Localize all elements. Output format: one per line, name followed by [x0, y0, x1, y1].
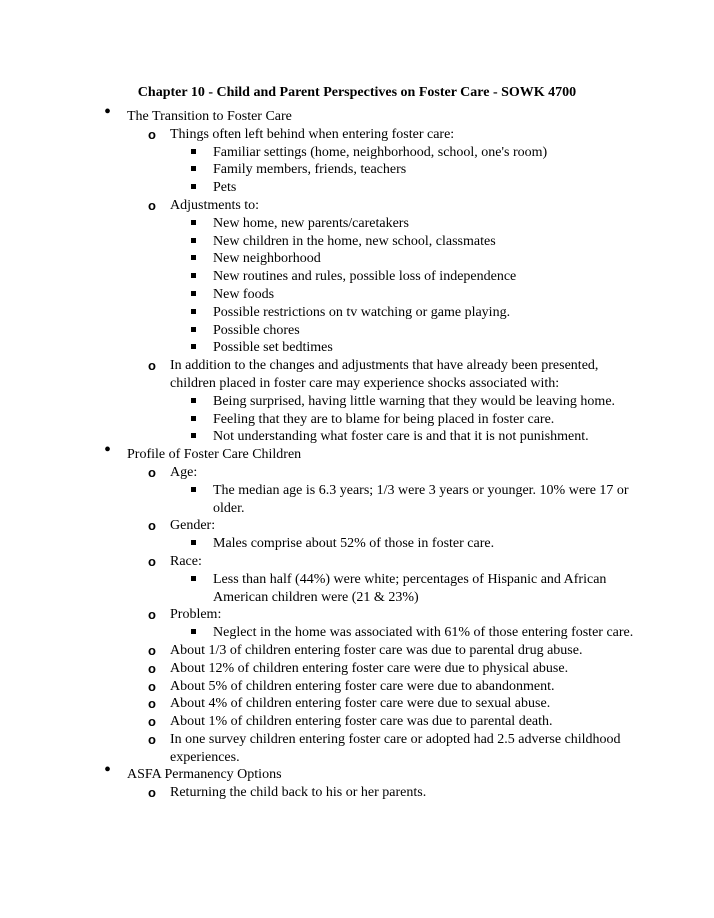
outline-subitem — [0, 393, 714, 411]
outline-item — [0, 126, 714, 197]
bullet-square-icon — [191, 327, 196, 332]
outline-subitem — [0, 411, 714, 429]
item-text: About 5% of children entering foster care were due to abandonment. — [170, 678, 555, 694]
subitem-text: Family members, friends, teachers — [213, 162, 407, 178]
outline-subitem — [0, 268, 714, 286]
subitem-text: Not understanding what foster care is and that it is not punishment. — [213, 429, 589, 445]
outline-item — [0, 517, 714, 553]
outline-subitem — [0, 571, 714, 607]
item-subitems — [0, 215, 714, 357]
outline-subitem — [0, 322, 714, 340]
section-heading: Profile of Foster Care Children — [127, 447, 302, 463]
bullet-circle-icon: o — [148, 464, 156, 480]
subitem-text: Less than half (44%) were white; percentages of Hispanic and African American children were (21 & 23%) — [213, 571, 607, 605]
bullet-square-icon — [191, 291, 196, 296]
subitem-text: Familiar settings (home, neighborhood, school, one's room) — [213, 144, 548, 160]
bullet-square-icon — [191, 220, 196, 225]
subitem-text: Possible chores — [213, 322, 300, 338]
bullet-dot-icon: • — [104, 101, 112, 123]
outline-subitem — [0, 482, 714, 518]
outline-section — [0, 101, 714, 446]
outline-subitem — [0, 215, 714, 233]
outline-item — [0, 713, 714, 731]
item-text: Adjustments to: — [170, 197, 260, 213]
document-title: Chapter 10 - Child and Parent Perspectives on Foster Care - SOWK 4700 — [137, 85, 577, 100]
outline-subitem — [0, 144, 714, 162]
bullet-circle-icon: o — [148, 714, 156, 730]
item-text: In one survey children entering foster care or adopted had 2.5 adverse childhood experiences. — [170, 731, 621, 765]
bullet-circle-icon: o — [148, 642, 156, 658]
bullet-square-icon — [191, 238, 196, 243]
outline-section — [0, 759, 714, 802]
outline-subitem — [0, 250, 714, 268]
outline-subitem — [0, 286, 714, 304]
item-text: In addition to the changes and adjustments that have already been presented, children placed in foster care may experience shocks associated with: — [170, 358, 599, 391]
item-subitems — [0, 393, 714, 446]
outline-item — [0, 784, 714, 802]
section-items — [0, 464, 714, 767]
outline-item — [0, 695, 714, 713]
item-subitems — [0, 144, 714, 197]
bullet-circle-icon: o — [148, 126, 156, 142]
subitem-text: Males comprise about 52% of those in foster care. — [213, 536, 495, 552]
item-text: Things often left behind when entering foster care: — [170, 126, 455, 142]
item-subitems — [0, 571, 714, 607]
outline-section — [0, 439, 714, 766]
outline-item — [0, 642, 714, 660]
item-text: About 4% of children entering foster care were due to sexual abuse. — [170, 696, 551, 712]
bullet-circle-icon: o — [148, 197, 156, 213]
bullet-circle-icon: o — [148, 660, 156, 676]
section-items — [0, 126, 714, 446]
outline-item — [0, 464, 714, 517]
bullet-circle-icon: o — [148, 607, 156, 623]
subitem-text: New foods — [213, 286, 275, 302]
bullet-circle-icon: o — [148, 553, 156, 569]
item-text: About 12% of children entering foster care were due to physical abuse. — [170, 660, 569, 676]
bullet-circle-icon: o — [148, 785, 156, 801]
subitem-text: Pets — [213, 180, 237, 196]
bullet-circle-icon: o — [148, 696, 156, 712]
subitem-text: New children in the home, new school, classmates — [213, 233, 496, 249]
bullet-square-icon — [191, 273, 196, 278]
outline-subitem — [0, 179, 714, 197]
subitem-text: Feeling that they are to blame for being placed in foster care. — [213, 411, 555, 427]
subitem-text: Possible set bedtimes — [213, 340, 333, 356]
outline-item — [0, 357, 714, 446]
item-text: About 1/3 of children entering foster care was due to parental drug abuse. — [170, 642, 583, 658]
bullet-circle-icon: o — [148, 518, 156, 534]
outline-list — [0, 101, 714, 802]
item-text: Problem: — [170, 607, 222, 623]
outline-subitem — [0, 535, 714, 553]
bullet-square-icon — [191, 540, 196, 545]
section-items — [0, 784, 714, 802]
outline-subitem — [0, 339, 714, 357]
subitem-text: The median age is 6.3 years; 1/3 were 3 years or younger. 10% were 17 or older. — [213, 482, 629, 516]
item-text: Race: — [170, 553, 202, 569]
subitem-text: New routines and rules, possible loss of independence — [213, 269, 517, 285]
bullet-square-icon — [191, 629, 196, 634]
bullet-circle-icon: o — [148, 678, 156, 694]
bullet-square-icon — [191, 433, 196, 438]
bullet-square-icon — [191, 576, 196, 581]
outline-item — [0, 660, 714, 678]
outline-subitem — [0, 624, 714, 642]
bullet-dot-icon: • — [104, 439, 112, 462]
bullet-square-icon — [191, 398, 196, 403]
bullet-circle-icon: o — [148, 731, 156, 747]
item-text: About 1% of children entering foster care was due to parental death. — [170, 714, 553, 730]
bullet-square-icon — [191, 149, 196, 154]
bullet-circle-icon: o — [148, 358, 156, 374]
subitem-text: New neighborhood — [213, 251, 321, 267]
bullet-square-icon — [191, 487, 196, 492]
item-text: Gender: — [170, 518, 216, 534]
bullet-square-icon — [191, 166, 196, 171]
bullet-square-icon — [191, 416, 196, 421]
outline-item — [0, 678, 714, 696]
outline-item — [0, 197, 714, 357]
subitem-text: New home, new parents/caretakers — [213, 215, 409, 231]
section-heading: The Transition to Foster Care — [127, 109, 292, 124]
outline-subitem — [0, 161, 714, 179]
item-text: Age: — [170, 464, 198, 480]
bullet-square-icon — [191, 184, 196, 189]
bullet-dot-icon: • — [104, 759, 112, 782]
subitem-text: Being surprised, having little warning that they would be leaving home. — [213, 393, 616, 409]
outline-subitem — [0, 304, 714, 322]
bullet-square-icon — [191, 255, 196, 260]
item-subitems — [0, 535, 714, 553]
outline-item — [0, 606, 714, 642]
outline-subitem — [0, 233, 714, 251]
item-subitems — [0, 624, 714, 642]
subitem-text: Possible restrictions on tv watching or game playing. — [213, 304, 511, 320]
outline-item — [0, 553, 714, 606]
section-heading: ASFA Permanency Options — [127, 767, 282, 783]
item-text: Returning the child back to his or her parents. — [170, 785, 427, 801]
item-subitems — [0, 482, 714, 518]
bullet-square-icon — [191, 344, 196, 349]
bullet-square-icon — [191, 309, 196, 314]
subitem-text: Neglect in the home was associated with 61% of those entering foster care. — [213, 625, 634, 641]
